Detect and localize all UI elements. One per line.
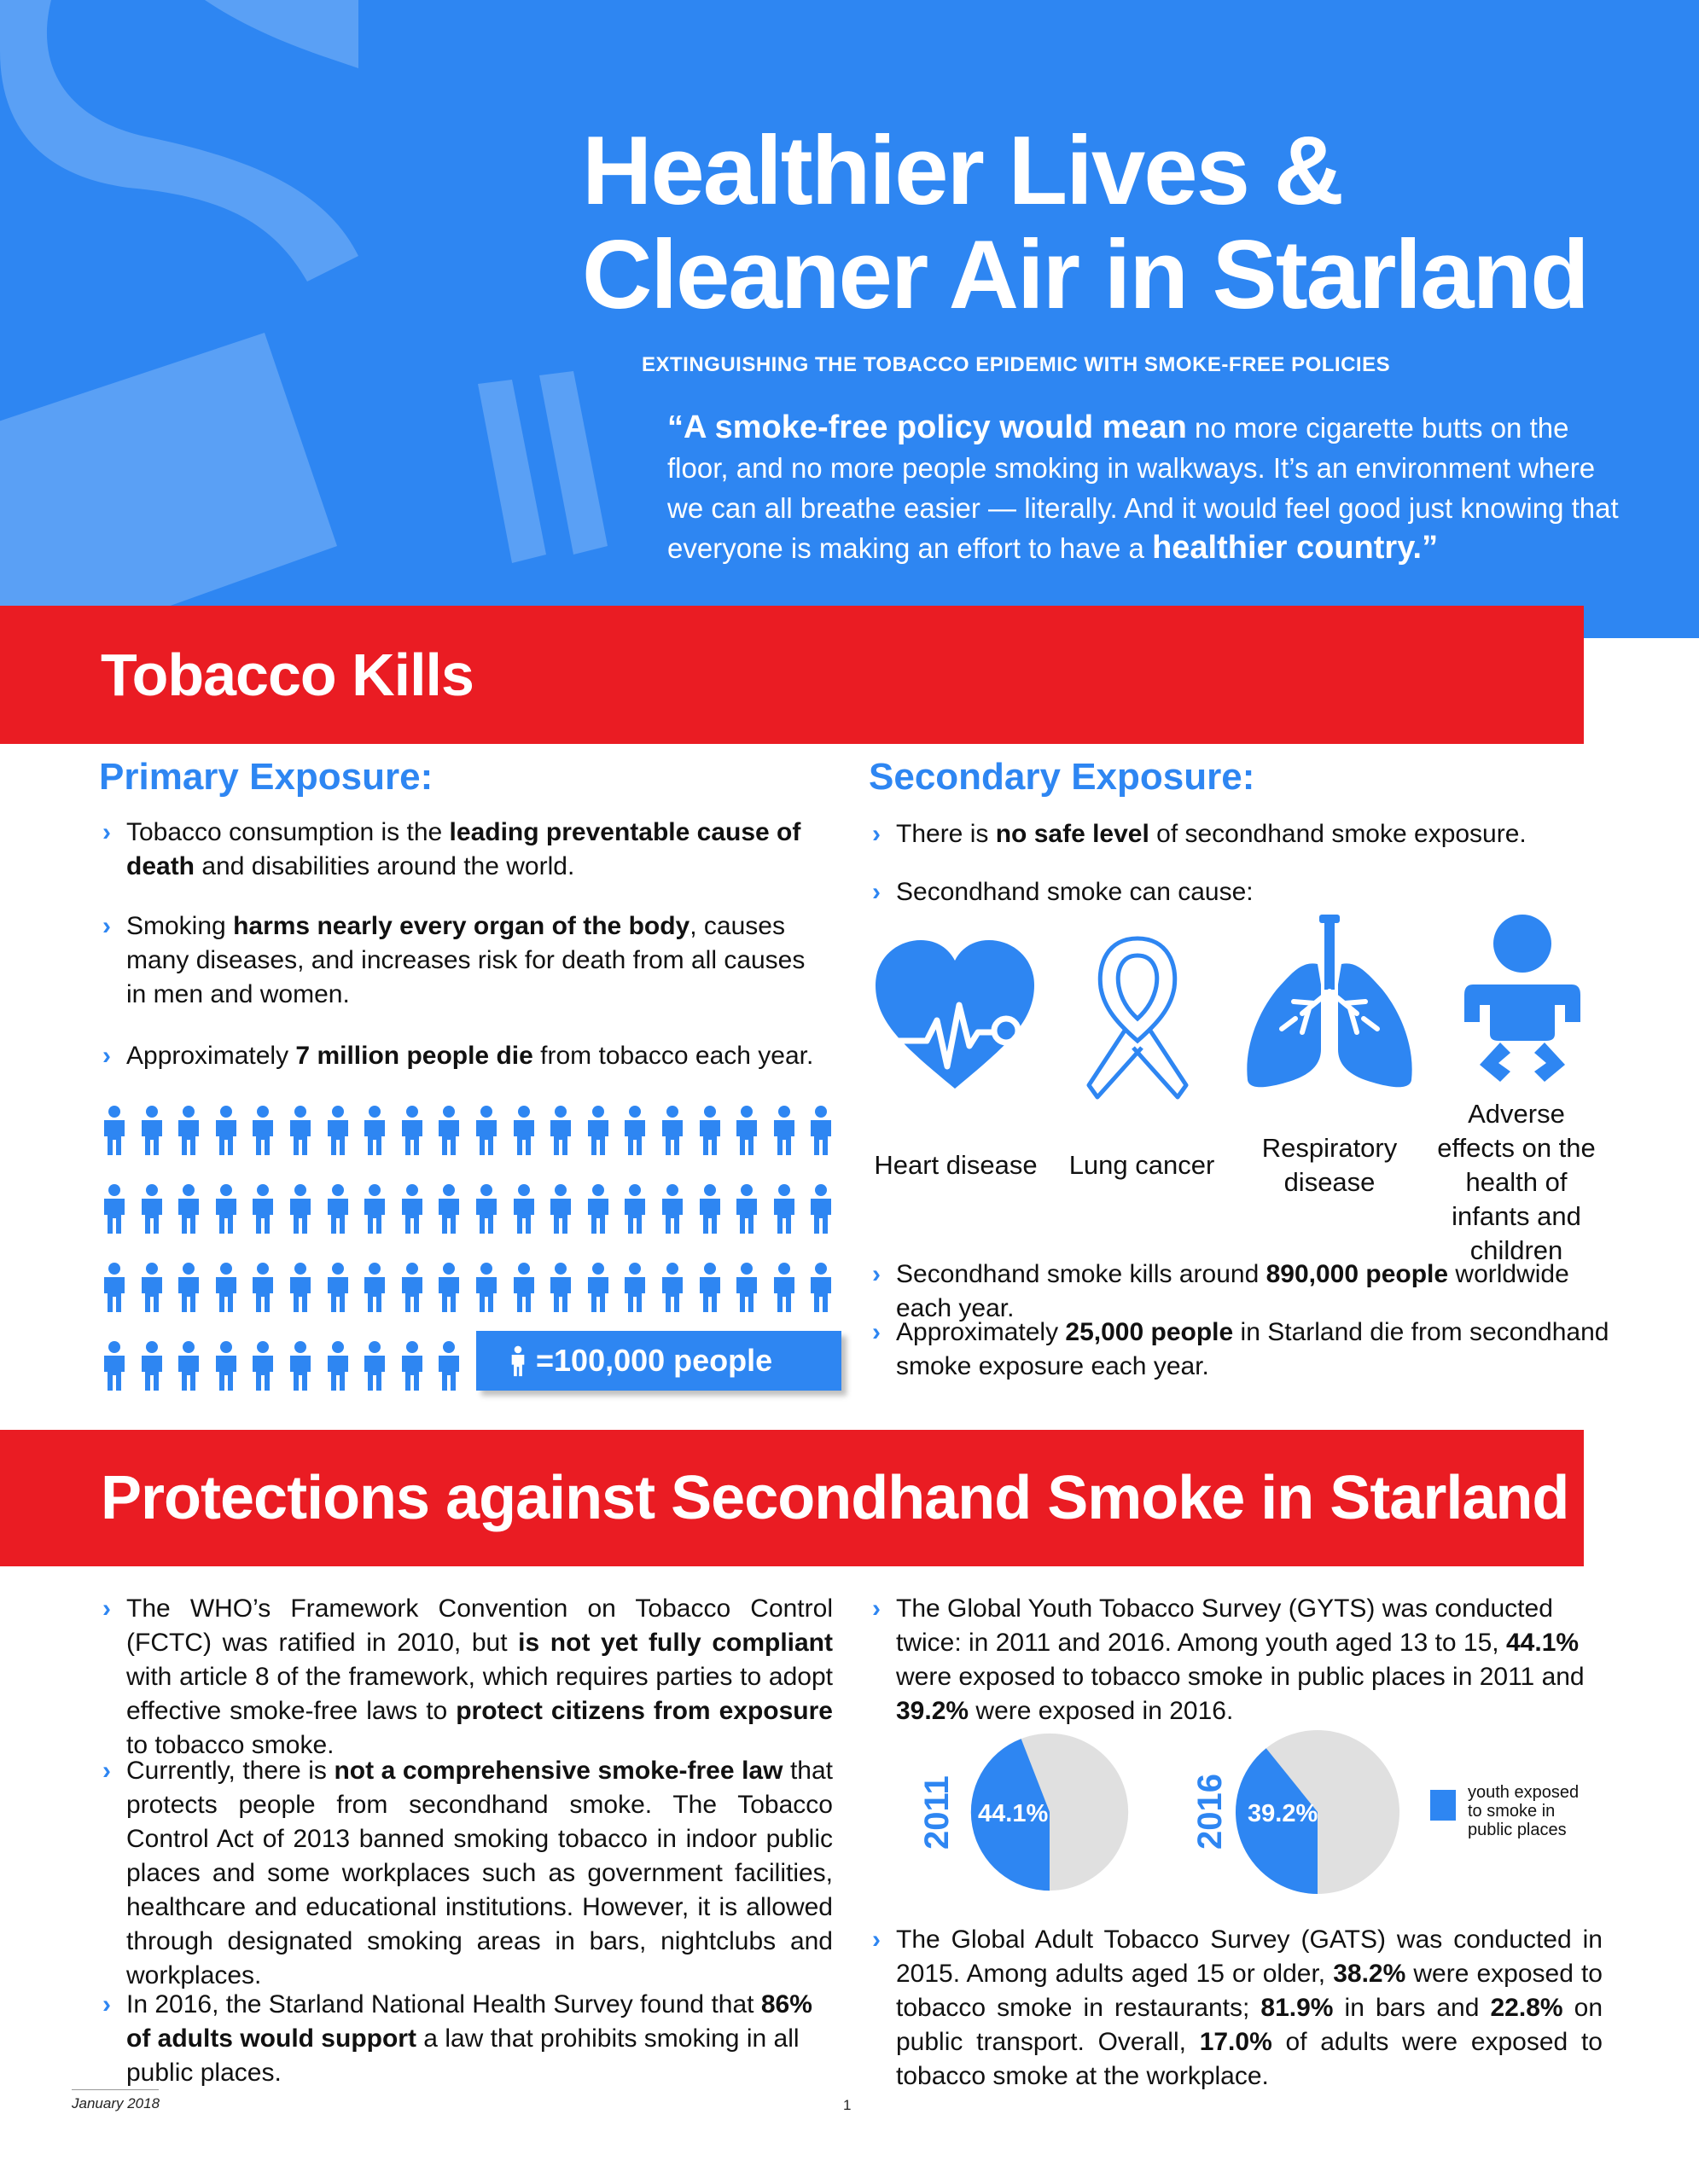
page-subtitle: EXTINGUISHING THE TOBACCO EPIDEMIC WITH SMOKE-FREE POLICIES bbox=[642, 353, 1391, 376]
person-icon bbox=[583, 1263, 614, 1314]
icon-label-heart-disease: Heart disease bbox=[874, 1150, 1038, 1180]
pie-label-2011: 44.1% bbox=[978, 1800, 1049, 1827]
person-icon bbox=[433, 1263, 464, 1314]
person-icon bbox=[173, 1341, 204, 1392]
protections-bullet-3: › In 2016, the Starland National Health Survey found that 86% of adults would support a law that prohibits smoking in all public places. bbox=[102, 1988, 833, 2090]
section-title-tobacco-kills: Tobacco Kills bbox=[0, 606, 1584, 744]
person-icon bbox=[657, 1263, 688, 1314]
person-icon bbox=[397, 1263, 428, 1314]
person-icon bbox=[695, 1106, 725, 1157]
person-icon bbox=[433, 1341, 464, 1392]
page-number: 1 bbox=[843, 2097, 852, 2113]
person-icon bbox=[509, 1106, 539, 1157]
person-icon bbox=[285, 1184, 316, 1235]
person-icon bbox=[583, 1106, 614, 1157]
person-icon bbox=[657, 1184, 688, 1235]
person-icon bbox=[285, 1263, 316, 1314]
footer-date: January 2018 bbox=[72, 2095, 160, 2111]
person-icon bbox=[731, 1184, 762, 1235]
title-line-1: Healthier Lives & bbox=[582, 117, 1343, 225]
quote-bold-start: “A smoke-free policy would mean bbox=[667, 410, 1187, 445]
quote-bold-end: healthier country.” bbox=[1152, 530, 1439, 566]
person-icon bbox=[137, 1184, 167, 1235]
hero-quote bbox=[667, 408, 1623, 568]
secondary-bullet-1: › There is no safe level of secondhand smoke exposure. bbox=[872, 817, 1623, 851]
protections-bullet-1: › The WHO’s Framework Convention on Tobacco Control (FCTC) was ratified in 2010, but is not yet fully compliant with article 8 of the framework, which requires parties to adopt effective smoke-free laws to protect citizens from exposure to tobacco smoke. bbox=[102, 1592, 833, 1763]
person-icon bbox=[285, 1106, 316, 1157]
person-icon bbox=[620, 1184, 650, 1235]
lungs-icon bbox=[1242, 913, 1417, 1092]
person-icon bbox=[99, 1341, 130, 1392]
person-icon bbox=[769, 1263, 800, 1314]
chevron-right-icon: › bbox=[872, 1594, 881, 1623]
page-title bbox=[582, 119, 1649, 328]
person-icon bbox=[769, 1184, 800, 1235]
pie-year-2011: 2011 bbox=[918, 1775, 956, 1850]
person-icon bbox=[731, 1263, 762, 1314]
person-icon bbox=[247, 1184, 278, 1235]
chevron-right-icon: › bbox=[872, 1260, 881, 1288]
person-icon bbox=[137, 1106, 167, 1157]
person-icon bbox=[137, 1263, 167, 1314]
person-icon bbox=[620, 1263, 650, 1314]
quote-body: no more cigarette butts on the floor, and no more people smoking in walkways. It’s an environment where we can all breathe easier — literally. And it would feel good just knowing that everyone is making an effort to have a bbox=[667, 412, 1619, 564]
chevron-right-icon: › bbox=[102, 1594, 111, 1623]
person-icon bbox=[769, 1106, 800, 1157]
person-icon bbox=[211, 1106, 241, 1157]
chevron-right-icon: › bbox=[102, 1042, 111, 1070]
primary-bullet-3: › Approximately 7 million people die from tobacco each year. bbox=[102, 1039, 819, 1073]
person-icon bbox=[359, 1263, 390, 1314]
person-icon bbox=[359, 1184, 390, 1235]
chevron-right-icon: › bbox=[102, 818, 111, 846]
person-icon bbox=[509, 1263, 539, 1314]
person-icon bbox=[173, 1106, 204, 1157]
gyts-bullet: › The Global Youth Tobacco Survey (GYTS) was conducted twice: in 2011 and 2016. Among youth aged 13 to 15, 44.1% were exposed to tobacco smoke in public places in 2011 and 39.2% were exposed in 2016. bbox=[872, 1592, 1603, 1728]
person-icon bbox=[285, 1341, 316, 1392]
icon-label-infants-children: Adverse effects on the health of infants and children bbox=[1437, 1099, 1596, 1265]
ribbon-icon bbox=[1074, 930, 1202, 1101]
person-icon bbox=[731, 1106, 762, 1157]
person-icon bbox=[471, 1184, 502, 1235]
person-icon bbox=[323, 1184, 353, 1235]
person-icon bbox=[397, 1106, 428, 1157]
person-icon bbox=[99, 1263, 130, 1314]
pie-label-2016: 39.2% bbox=[1248, 1800, 1318, 1827]
person-icon bbox=[583, 1184, 614, 1235]
person-icon bbox=[211, 1341, 241, 1392]
primary-exposure-heading: Primary Exposure: bbox=[99, 756, 433, 798]
secondary-bullet-2: › Secondhand smoke can cause: bbox=[872, 875, 1623, 909]
person-icon bbox=[211, 1263, 241, 1314]
chevron-right-icon: › bbox=[872, 820, 881, 848]
person-icon bbox=[397, 1184, 428, 1235]
person-icon bbox=[620, 1106, 650, 1157]
person-icon bbox=[397, 1341, 428, 1392]
title-line-2: Cleaner Air in Starland bbox=[582, 221, 1588, 329]
baby-icon bbox=[1461, 913, 1584, 1083]
person-icon bbox=[99, 1184, 130, 1235]
chevron-right-icon: › bbox=[872, 878, 881, 906]
chevron-right-icon: › bbox=[872, 1926, 881, 1954]
icon-label-respiratory-disease: Respiratory disease bbox=[1261, 1133, 1398, 1197]
people-legend bbox=[476, 1331, 841, 1391]
secondary-bullet-4: › Approximately 25,000 people in Starland die from secondhand smoke exposure each year. bbox=[872, 1316, 1623, 1384]
person-icon bbox=[211, 1184, 241, 1235]
person-icon bbox=[173, 1263, 204, 1314]
person-icon bbox=[695, 1184, 725, 1235]
person-icon bbox=[695, 1263, 725, 1314]
cigarette-illustration bbox=[0, 0, 649, 638]
secondary-exposure-heading: Secondary Exposure: bbox=[869, 756, 1255, 798]
chevron-right-icon: › bbox=[102, 1990, 111, 2018]
person-icon bbox=[509, 1184, 539, 1235]
person-icon bbox=[545, 1106, 576, 1157]
pie-year-2016: 2016 bbox=[1191, 1774, 1229, 1850]
person-icon bbox=[359, 1106, 390, 1157]
person-icon bbox=[323, 1106, 353, 1157]
pie-legend-text: youth exposed to smoke in public places bbox=[1468, 1783, 1580, 1839]
chevron-right-icon: › bbox=[102, 1757, 111, 1785]
hero-banner bbox=[0, 0, 1699, 638]
person-icon bbox=[99, 1106, 130, 1157]
person-icon bbox=[545, 1184, 576, 1235]
people-legend-text: =100,000 people bbox=[536, 1343, 773, 1378]
person-icon bbox=[173, 1184, 204, 1235]
person-icon bbox=[471, 1263, 502, 1314]
icon-label-lung-cancer: Lung cancer bbox=[1068, 1150, 1215, 1180]
person-icon bbox=[247, 1263, 278, 1314]
person-icon bbox=[359, 1341, 390, 1392]
gats-bullet: › The Global Adult Tobacco Survey (GATS) was conducted in 2015. Among adults aged 15 or older, 38.2% were exposed to tobacco smoke in restaurants; 81.9% in bars and 22.8% on public transport. Overall, 17.0% of adults were exposed to tobacco smoke at the workplace. bbox=[872, 1923, 1603, 2094]
person-icon bbox=[433, 1106, 464, 1157]
person-icon bbox=[806, 1184, 836, 1235]
person-icon bbox=[509, 1345, 527, 1379]
person-icon bbox=[247, 1341, 278, 1392]
primary-bullet-2: › Smoking harms nearly every organ of the body, causes many diseases, and increases risk for death from all causes in men and women. bbox=[102, 909, 819, 1012]
person-icon bbox=[323, 1341, 353, 1392]
chevron-right-icon: › bbox=[102, 912, 111, 940]
pie-legend-swatch bbox=[1430, 1790, 1456, 1821]
person-icon bbox=[545, 1263, 576, 1314]
person-icon bbox=[137, 1341, 167, 1392]
person-icon bbox=[657, 1106, 688, 1157]
person-icon bbox=[433, 1184, 464, 1235]
chevron-right-icon: › bbox=[872, 1318, 881, 1346]
person-icon bbox=[806, 1263, 836, 1314]
person-icon bbox=[247, 1106, 278, 1157]
section-title-protections: Protections against Secondhand Smoke in Starland bbox=[0, 1430, 1584, 1566]
footer-rule bbox=[72, 2089, 159, 2090]
person-icon bbox=[323, 1263, 353, 1314]
secondary-bullet-3: › Secondhand smoke kills around 890,000 people worldwide each year. bbox=[872, 1258, 1623, 1326]
protections-bullet-2: › Currently, there is not a comprehensive smoke-free law that protects people from secondhand smoke. The Tobacco Control Act of 2013 banned smoking tobacco in indoor public places and some workplaces such as government facilities, healthcare and educational institutions. However, it is allowed through designated smoking areas in bars, nightclubs and workplaces. bbox=[102, 1754, 833, 1993]
person-icon bbox=[471, 1106, 502, 1157]
heart-icon bbox=[874, 938, 1036, 1092]
person-icon bbox=[806, 1106, 836, 1157]
primary-bullet-1: › Tobacco consumption is the leading preventable cause of death and disabilities around the world. bbox=[102, 816, 819, 884]
